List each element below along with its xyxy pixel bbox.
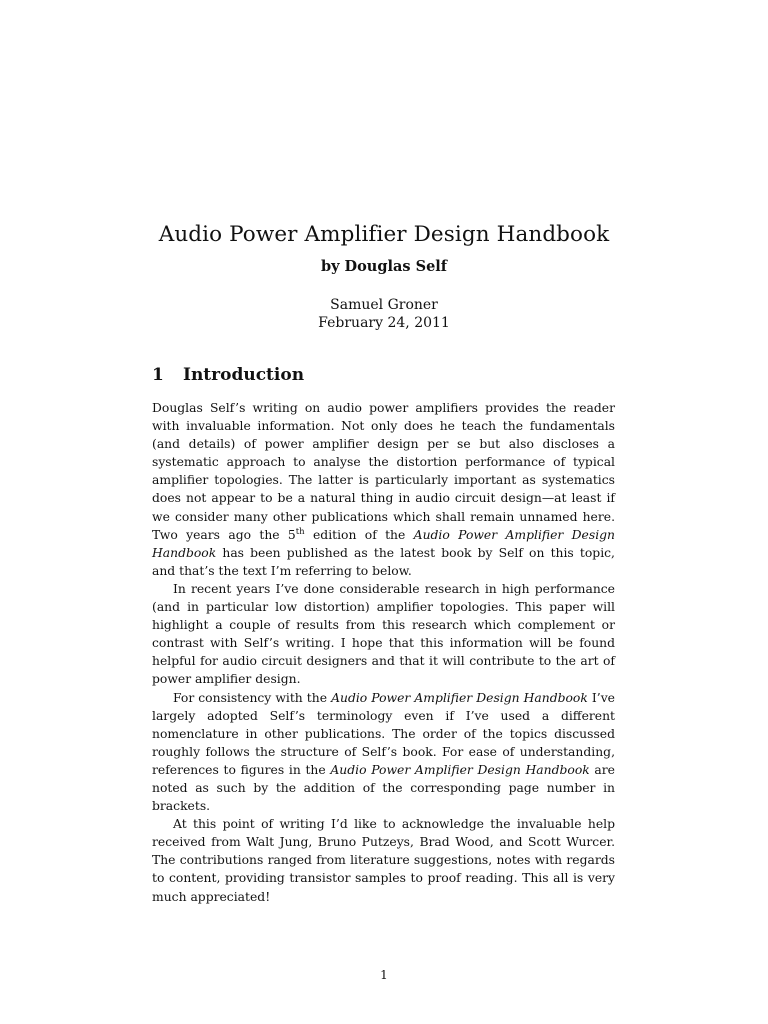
section-body <box>152 399 615 906</box>
page-number: 1 <box>380 968 388 982</box>
book-title-italic: Audio Power Amplifier Design Handbook <box>330 762 590 777</box>
section-heading <box>152 365 304 385</box>
paragraph-4: At this point of writing I’d like to acknowledge the invaluable help received from Walt Jung, Bruno Putzeys, Brad Wood, and Scott Wurcer. The contributions ranged from literature suggestions, notes with regards to content, providing transistor samples to proof reading. This all is very much appreciated! <box>152 817 615 904</box>
document-title: Audio Power Amplifier Design Handbook <box>158 222 610 247</box>
paragraph-1-text-b: edition of the <box>304 527 414 542</box>
section-title: Introduction <box>183 365 305 385</box>
paragraph-3-text-a: For consistency with the <box>173 690 332 705</box>
paragraph-2: In recent years I’ve done considerable research in high performance (and in particular low distortion) amplifier topologies. This paper will highlight a couple of results from this research which complement or contrast with Self’s writing. I hope that this information will be found helpful for audio circuit designers and that it will contribute to the art of power amplifier design. <box>152 581 615 687</box>
paragraph-1 <box>152 399 615 580</box>
author-name: Samuel Groner <box>330 297 438 313</box>
paragraph-1-text-a: Douglas Self’s writing on audio power amplifiers provides the reader with invaluable information. Not only does he teach the fundamentals (and details) of power amplifier design per se but also discloses a systematic approach to analyse the distortion performance of typical amplifier topologies. The latter is particularly important as systematics does not appear to be a natural thing in audio circuit design—at least if we consider many other publications which shall remain unnamed here. Two years ago the 5 <box>152 401 615 542</box>
publication-date: February 24, 2011 <box>318 315 450 331</box>
paragraph-3-text-c: are noted as such by the addition of the corresponding page number in brackets. <box>152 762 615 814</box>
ordinal-superscript: th <box>295 526 305 537</box>
book-title-italic: Audio Power Amplifier Design Handbook <box>152 527 615 560</box>
paragraph-1-text-c: has been published as the latest book by Self on this topic, and that’s the text I’m referring to below. <box>152 545 615 578</box>
section-number: 1 <box>152 365 164 385</box>
paragraph-3 <box>152 689 615 816</box>
book-title-italic: Audio Power Amplifier Design Handbook <box>331 690 588 705</box>
document-subtitle: by Douglas Self <box>320 258 448 275</box>
paragraph-3-text-b: I’ve largely adopted Self’s terminology even if I’ve used a different nomenclature in other publications. The order of the topics discussed roughly follows the structure of Self’s book. For ease of understanding, references to figures in the <box>152 690 615 777</box>
